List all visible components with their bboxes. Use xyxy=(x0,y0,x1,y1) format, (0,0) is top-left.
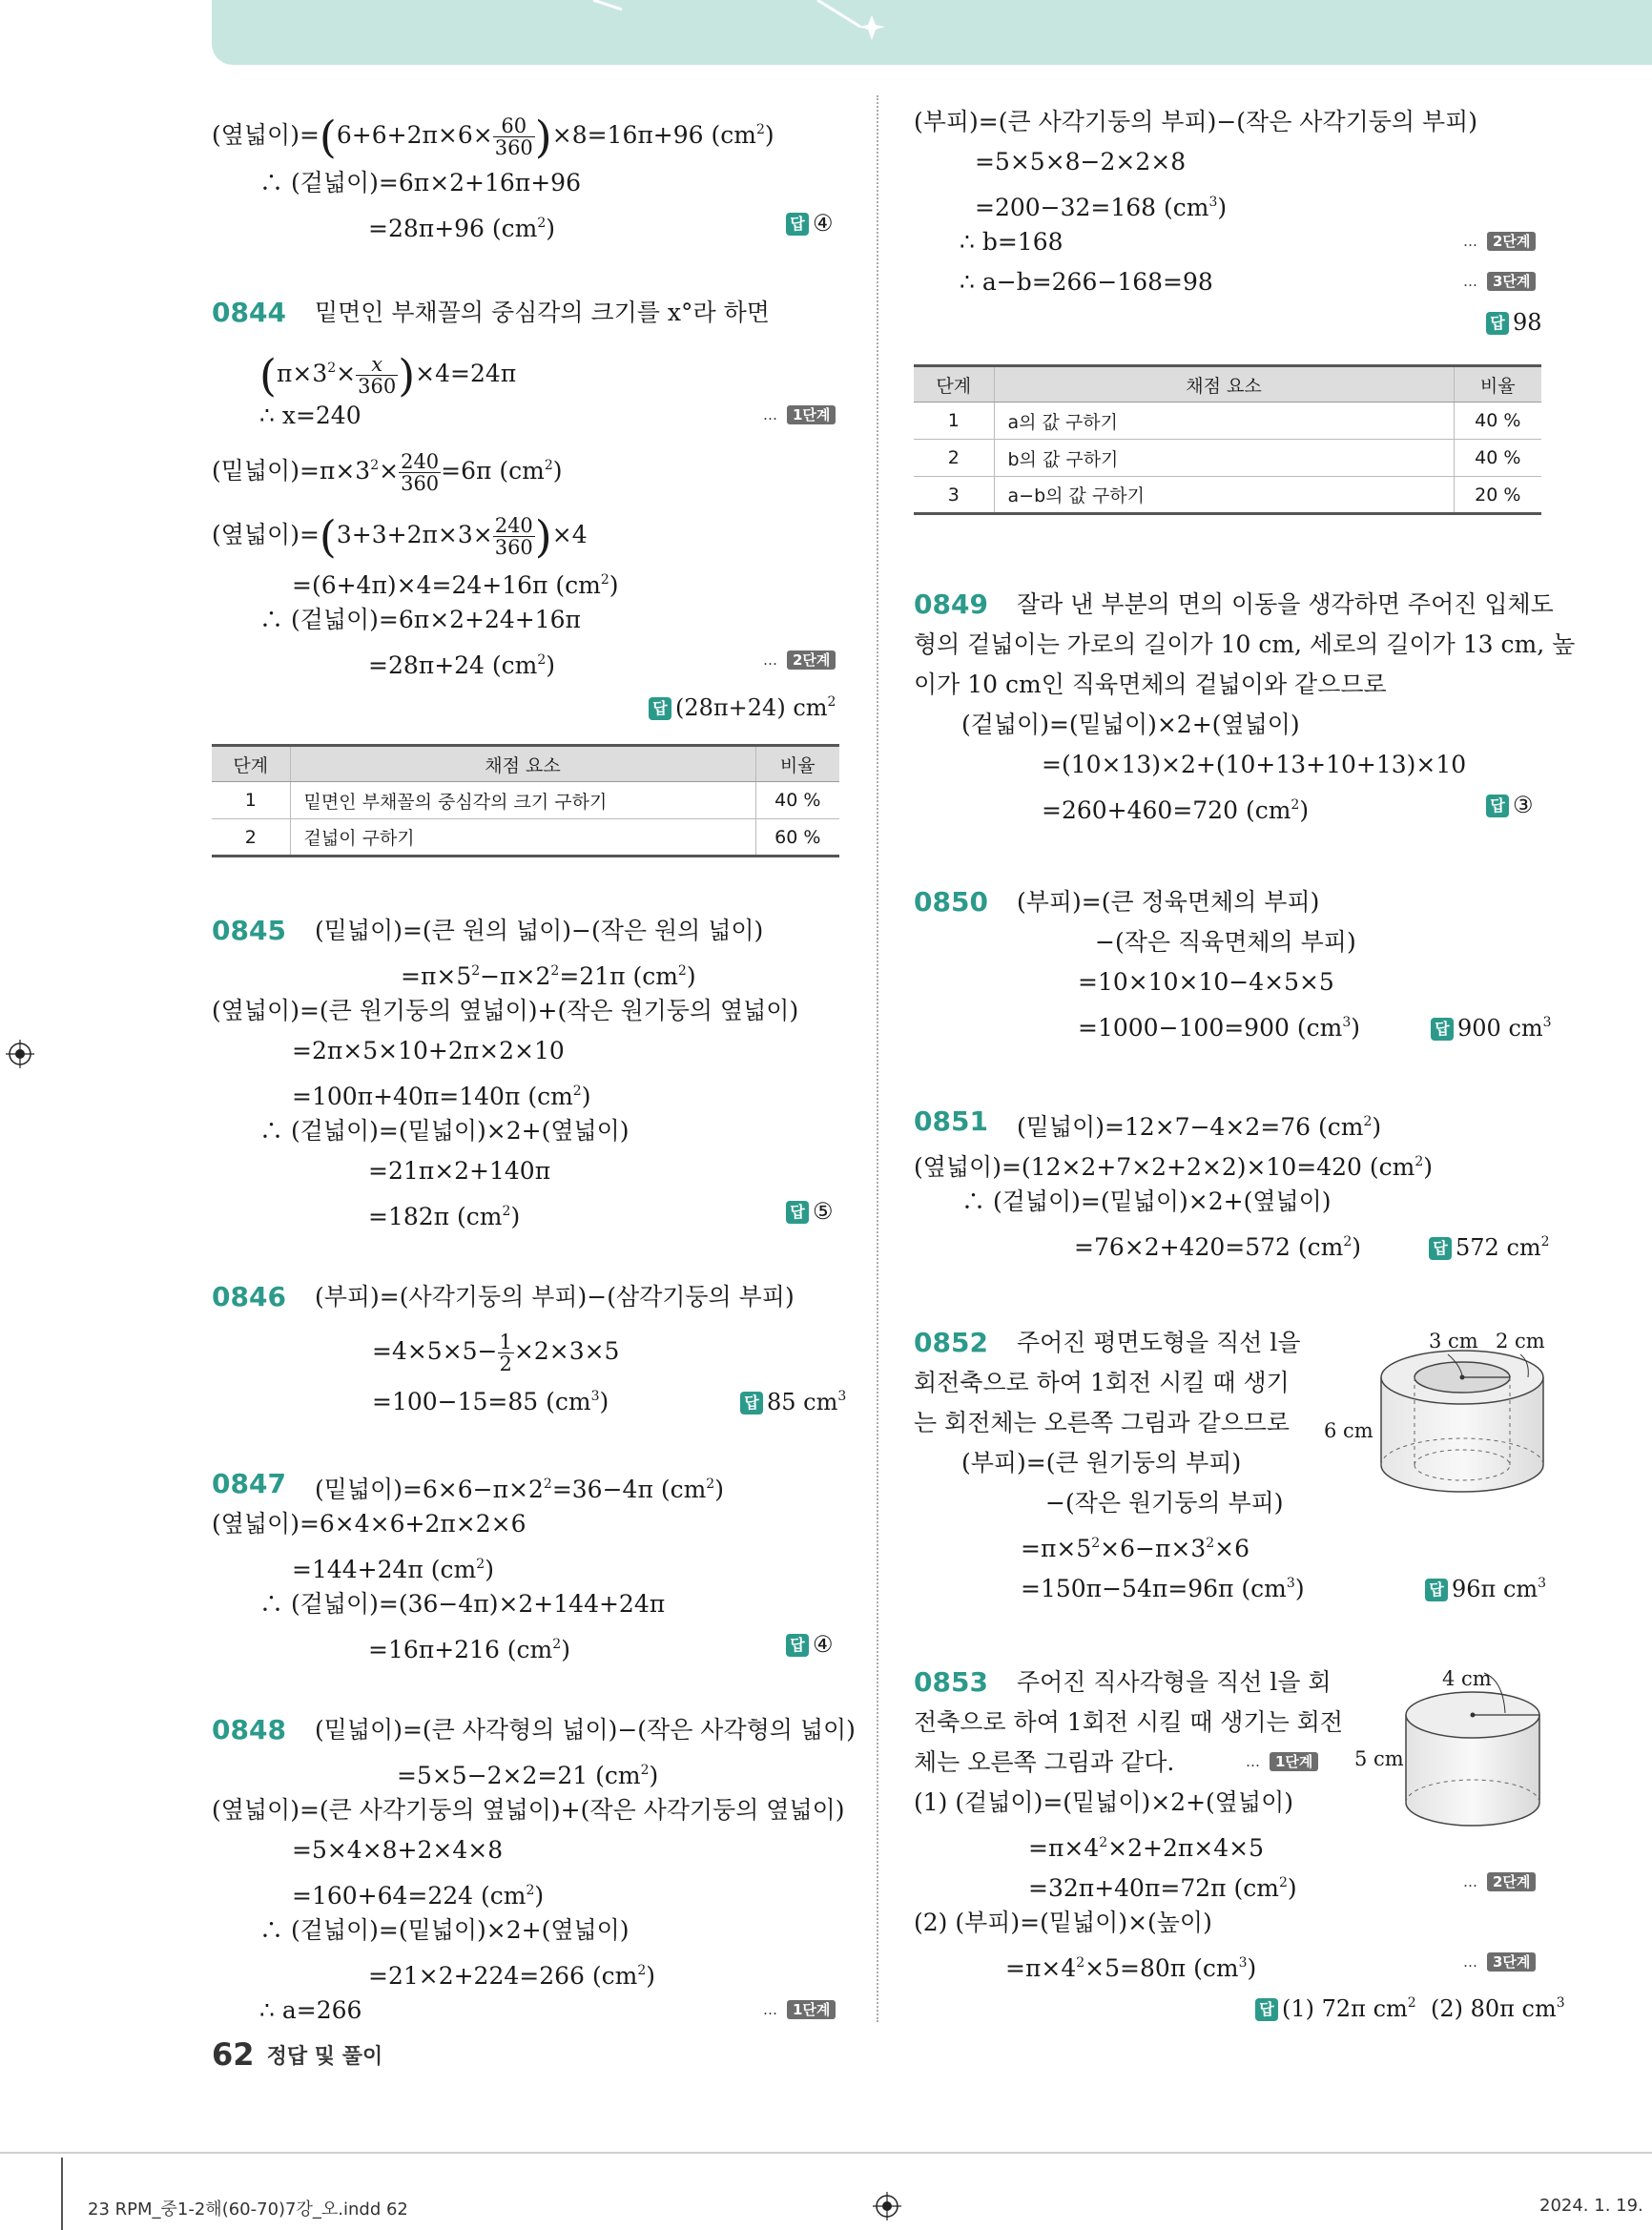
p848-line8: ∴ a=266 xyxy=(259,1996,362,2024)
score-table-0844 xyxy=(212,744,839,857)
p851-line2: (옆넓이)=(12×2+7×2+2×2)×10=420 $(cm^2)$ xyxy=(914,1153,1434,1181)
header-step: 단계 xyxy=(914,366,994,403)
problem-number-0844: 0844 xyxy=(212,297,286,328)
row-rate: 40 % xyxy=(755,782,839,819)
p848-line7: =21×2+224=266 $(cm^2)$ xyxy=(368,1962,656,1990)
p847-line1: (밑넓이)$=6\times 6-\pi\times 2^2=36-4\pi$ $(cm^2)$ xyxy=(315,1476,724,1503)
p847-line2: (옆넓이)=6×4×6+2π×2×6 xyxy=(212,1510,527,1538)
header-step: 단계 xyxy=(212,746,290,782)
row-rate: 60 % xyxy=(755,819,839,857)
row-step: 1 xyxy=(914,403,994,440)
p844-line4: (옆넓이)=(3+3+2π×3× $\frac{240}{360}$ )×4 xyxy=(212,510,588,563)
p845-line6: ∴ (겉넓이)=(밑넓이)×2+(옆넓이) xyxy=(259,1117,630,1145)
answer-badge: 답 572 $cm^2$ xyxy=(1429,1227,1550,1263)
prev-lateral-area-line: (옆넓이)=(6+6+2π×6× $\frac{60}{360}$ )×8=16π+96 $(cm^2)$ xyxy=(212,111,774,163)
p852-line1: 주어진 평면도형을 직선 l을 xyxy=(1017,1329,1301,1356)
table-row xyxy=(212,782,839,819)
p846-line3: =100−15=85 $(cm^3)$ xyxy=(372,1388,609,1415)
table-row xyxy=(914,403,1541,440)
p853-line7: (2) (부피)=(밑넓이)×(높이) xyxy=(914,1909,1212,1936)
p845-line4: =2π×5×10+2π×2×10 xyxy=(292,1037,565,1064)
prev-total-area-line: ∴ (겉넓이)=6π×2+16π+96 xyxy=(259,169,581,196)
step-badge-1: … 1단계 xyxy=(1246,1752,1318,1771)
p850-line1: (부피)=(큰 정육면체의 부피) xyxy=(1017,888,1320,916)
page-number: 62 xyxy=(212,2036,255,2073)
p844-intro: 밑면인 부채꼴의 중심각의 크기를 x°라 하면 xyxy=(315,299,770,326)
p847-line3: =144+24π $(cm^2)$ xyxy=(292,1556,494,1583)
p853-line4: (1) (겉넓이)=(밑넓이)×2+(옆넓이) xyxy=(914,1788,1293,1816)
p845-line1: (밑넓이)=(큰 원의 넓이)−(작은 원의 넓이) xyxy=(315,917,764,944)
fig853-radius-label: 4 cm xyxy=(1442,1667,1492,1690)
answer-badge: 답 (1) 72π $cm^2$ (2) 80π $cm^3$ xyxy=(1255,1988,1565,2024)
p853-line3: 체는 오른쪽 그림과 같다. xyxy=(914,1748,1175,1776)
p852-line4: (부피)=(큰 원기둥의 부피) xyxy=(961,1449,1242,1476)
p845-line2: $=\pi\times 5^2-\pi\times 2^2=21\pi$ $(cm^2)$ xyxy=(401,962,696,990)
row-element: a−b의 값 구하기 xyxy=(994,477,1454,514)
row-step: 2 xyxy=(914,440,994,477)
answer-badge: 답 96π $cm^3$ xyxy=(1425,1568,1546,1604)
file-slug: 23 RPM_중1-2해(60-70)7강_오.indd 62 xyxy=(88,2199,408,2220)
row-step: 2 xyxy=(212,819,290,857)
star-decoration xyxy=(574,0,898,57)
p844-line5: =(6+4π)×4=24+16π $(cm^2)$ xyxy=(292,571,619,599)
step-badge-2: … 2단계 xyxy=(1463,1872,1536,1891)
row-element: 밑면인 부채꼴의 중심각의 크기 구하기 xyxy=(290,782,755,819)
p852-line5: −(작은 원기둥의 부피) xyxy=(1045,1489,1284,1517)
problem-number-0852: 0852 xyxy=(914,1327,988,1358)
p848b-line3: =200−32=168 $(cm^3)$ xyxy=(975,194,1228,221)
p844-line3: (밑넓이)$=\pi\times 3^2\times$ $\frac{240}{360}$ =6π $(cm^2)$ xyxy=(212,450,563,495)
header-band xyxy=(212,0,1652,65)
problem-number-0853: 0853 xyxy=(914,1666,988,1698)
p851-line4: =76×2+420=572 $(cm^2)$ xyxy=(1074,1233,1362,1261)
p848-line4: =5×4×8+2×4×8 xyxy=(292,1836,504,1864)
p845-line7: =21π×2+140π xyxy=(368,1157,551,1185)
p848-line1: (밑넓이)=(큰 사각형의 넓이)−(작은 사각형의 넓이) xyxy=(315,1716,856,1744)
p850-line3: =10×10×10−4×5×5 xyxy=(1078,968,1334,996)
p852-line7: =150π−54π=96π $(cm^3)$ xyxy=(1021,1575,1305,1602)
section-title: 정답 및 풀이 xyxy=(266,2044,383,2069)
score-table-0848 xyxy=(914,364,1541,515)
p852-line6: $=\pi\times 5^2\times 6-\pi\times 3^2\times 6$ xyxy=(1021,1535,1250,1562)
problem-number-0851: 0851 xyxy=(914,1105,988,1137)
step-badge-2: … 2단계 xyxy=(1463,232,1536,251)
row-element: 겉넓이 구하기 xyxy=(290,819,755,857)
p848b-line5: ∴ a−b=266−168=98 xyxy=(960,268,1213,296)
p849-line5: =(10×13)×2+(10+13+10+13)×10 xyxy=(1042,751,1467,778)
step-badge-1: … 1단계 xyxy=(763,405,836,424)
footer-left-tick xyxy=(61,2158,63,2230)
p853-line5: $=\pi\times 4^2\times 2+2\pi\times 4\times 5$ xyxy=(1028,1834,1264,1862)
p848b-line4: ∴ b=168 xyxy=(960,228,1063,256)
p850-line4: =1000−100=900 $(cm^3)$ xyxy=(1078,1014,1360,1042)
header-rate: 비율 xyxy=(1454,366,1541,403)
step-badge-1: … 1단계 xyxy=(763,2000,836,2019)
fig852-height-label: 6 cm xyxy=(1324,1419,1373,1442)
p852-line3: 는 회전체는 오른쪽 그림과 같으므로 xyxy=(914,1409,1291,1436)
p849-line6: =260+460=720 $(cm^2)$ xyxy=(1042,796,1310,824)
problem-number-0847: 0847 xyxy=(212,1468,286,1499)
fig853-height-label: 5 cm xyxy=(1354,1747,1404,1770)
registration-mark-icon xyxy=(6,1040,34,1068)
p853-line8: $=\pi\times 4^2\times 5=80\pi$ $(cm^3)$ xyxy=(1005,1954,1257,1982)
date-slug: 2024. 1. 19. xyxy=(1539,2196,1643,2216)
answer-badge: 답 ④ xyxy=(786,1629,834,1660)
p849-line4: (겉넓이)=(밑넓이)×2+(옆넓이) xyxy=(961,711,1300,738)
problem-number-0846: 0846 xyxy=(212,1281,286,1312)
step-badge-3: … 3단계 xyxy=(1463,272,1536,291)
row-rate: 40 % xyxy=(1454,440,1541,477)
p844-line2: ∴ x=240 xyxy=(259,402,361,429)
answer-badge: 답 85 $cm^3$ xyxy=(740,1381,846,1417)
p849-line2: 형의 겉넓이는 가로의 길이가 10 cm, 세로의 길이가 13 cm, 높 xyxy=(914,630,1576,658)
p852-line2: 회전축으로 하여 1회전 시킬 때 생기 xyxy=(914,1369,1290,1396)
p847-line4: ∴ (겉넓이)=(36−4π)×2+144+24π xyxy=(259,1590,666,1618)
p848-line2: =5×5−2×2=21 $(cm^2)$ xyxy=(397,1762,659,1789)
p848-line5: =160+64=224 $(cm^2)$ xyxy=(292,1882,545,1910)
p853-line1: 주어진 직사각형을 직선 l을 회 xyxy=(1017,1668,1332,1696)
answer-badge: 답 ④ xyxy=(786,208,834,238)
answer-badge: 답 98 xyxy=(1486,307,1542,338)
p845-line5: =100π+40π=140π $(cm^2)$ xyxy=(292,1083,591,1110)
header-rate: 비율 xyxy=(755,746,839,782)
header-element: 채점 요소 xyxy=(290,746,755,782)
problem-number-0845: 0845 xyxy=(212,915,286,946)
row-element: a의 값 구하기 xyxy=(994,403,1454,440)
p850-line2: −(작은 직육면체의 부피) xyxy=(1095,928,1356,956)
p845-line3: (옆넓이)=(큰 원기둥의 옆넓이)+(작은 원기둥의 옆넓이) xyxy=(212,997,799,1024)
p851-line1: (밑넓이)=12×7−4×2=76 $(cm^2)$ xyxy=(1017,1113,1382,1141)
registration-mark-icon xyxy=(873,2192,901,2220)
p849-line1: 잘라 낸 부분의 면의 이동을 생각하면 주어진 입체도 xyxy=(1017,590,1554,618)
p848-line6: ∴ (겉넓이)=(밑넓이)×2+(옆넓이) xyxy=(259,1916,630,1944)
p846-line1: (부피)=(사각기둥의 부피)−(삼각기둥의 부피) xyxy=(315,1283,795,1311)
column-divider xyxy=(877,95,878,2022)
p844-line6: ∴ (겉넓이)=6π×2+24+16π xyxy=(259,606,581,633)
p844-line1: ($\pi\times 3^2\times$ $\frac{x}{360}$ )×4=24π xyxy=(259,349,517,402)
page-footer xyxy=(212,2036,382,2073)
row-step: 3 xyxy=(914,477,994,514)
p853-line2: 전축으로 하여 1회전 시킬 때 생기는 회전 xyxy=(914,1708,1343,1736)
row-rate: 40 % xyxy=(1454,403,1541,440)
p853-line6: =32π+40π=72π $(cm^2)$ xyxy=(1028,1874,1297,1902)
row-rate: 20 % xyxy=(1454,477,1541,514)
answer-badge: 답 (28π+24) $cm^2$ xyxy=(649,687,836,723)
table-header-row xyxy=(914,366,1541,403)
table-header-row xyxy=(212,746,839,782)
problem-number-0850: 0850 xyxy=(914,886,988,918)
p847-line5: =16π+216 $(cm^2)$ xyxy=(368,1636,570,1663)
p848b-line1: (부피)=(큰 사각기둥의 부피)−(작은 사각기둥의 부피) xyxy=(914,108,1478,135)
prev-result-line: =28π+96 $(cm^2)$ xyxy=(368,215,556,242)
p848-line3: (옆넓이)=(큰 사각기둥의 옆넓이)+(작은 사각기둥의 옆넓이) xyxy=(212,1796,845,1824)
fig852-small-radius-label: 3 cm xyxy=(1429,1330,1478,1352)
answer-badge: 답 900 $cm^3$ xyxy=(1431,1007,1552,1043)
p846-line2: =4×5×5− $\frac{1}{2}$ ×2×3×5 xyxy=(372,1331,620,1375)
answer-badge: 답 ⑤ xyxy=(786,1196,834,1227)
problem-number-0848: 0848 xyxy=(212,1714,286,1745)
table-row xyxy=(914,440,1541,477)
fig852-ring-width-label: 2 cm xyxy=(1496,1330,1545,1352)
footer-rule xyxy=(0,2152,1652,2154)
p845-line8: =182π $(cm^2)$ xyxy=(368,1203,521,1230)
table-row xyxy=(212,819,839,857)
table-row xyxy=(914,477,1541,514)
answer-badge: 답 ③ xyxy=(1486,790,1534,820)
step-badge-2: … 2단계 xyxy=(763,650,836,670)
row-element: b의 값 구하기 xyxy=(994,440,1454,477)
row-step: 1 xyxy=(212,782,290,819)
p844-line7: =28π+24 $(cm^2)$ xyxy=(368,651,556,679)
problem-number-0849: 0849 xyxy=(914,588,988,620)
p849-line3: 이가 10 cm인 직육면체의 겉넓이와 같으므로 xyxy=(914,671,1387,698)
p848b-line2: =5×5×8−2×2×8 xyxy=(975,148,1187,176)
step-badge-3: … 3단계 xyxy=(1463,1952,1536,1972)
header-element: 채점 요소 xyxy=(994,366,1454,403)
p851-line3: ∴ (겉넓이)=(밑넓이)×2+(옆넓이) xyxy=(961,1187,1332,1215)
